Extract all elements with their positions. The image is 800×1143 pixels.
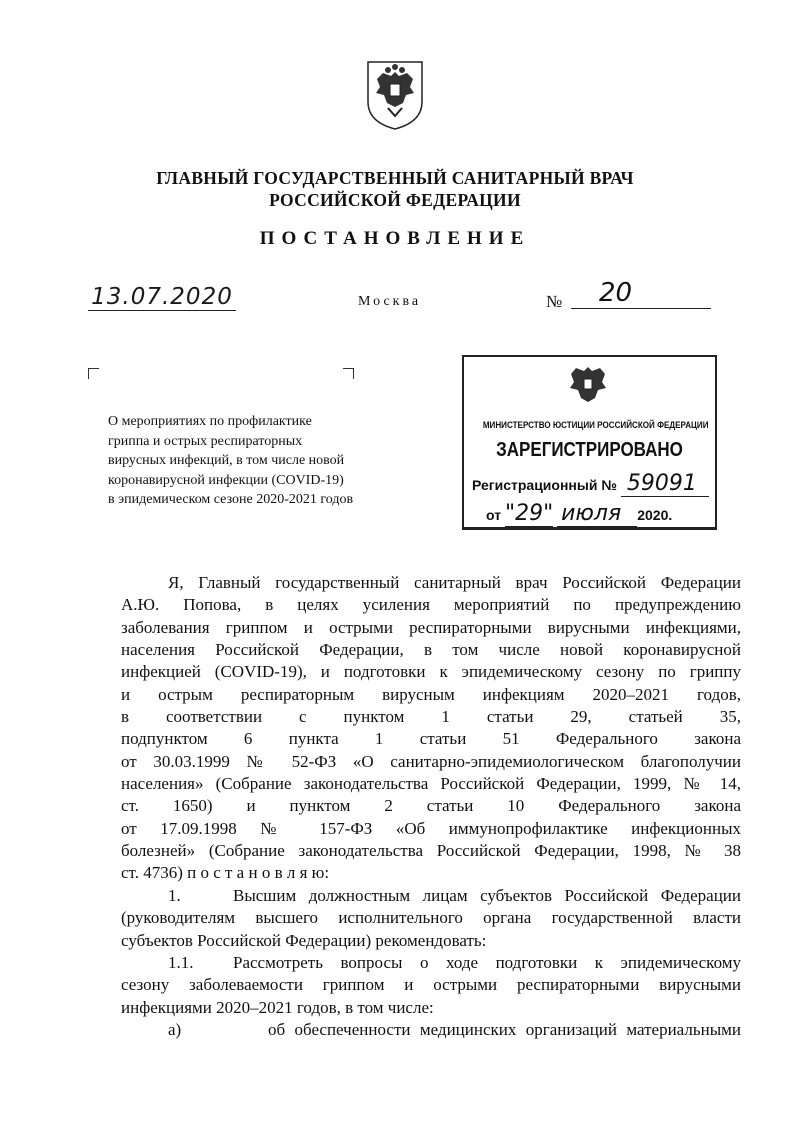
stamp-registered: ЗАРЕГИСТРИРОВАНО: [496, 439, 683, 461]
document-subject: [108, 412, 353, 510]
body-line: субъектов Российской Федерации) рекомендовать:: [121, 930, 487, 950]
subject-line: гриппа и острых респираторных: [108, 433, 303, 449]
body-line: (руководителям высшего исполнительного органа государственной власти: [121, 908, 741, 928]
body-line: Я, Главный государственный санитарный врач Российской Федерации: [168, 573, 741, 592]
corner-mark-left: [88, 368, 99, 379]
body-line: и острым респираторным вирусным инфекциям 2020–2021 годов,: [121, 684, 741, 704]
stamp-day: "29": [504, 501, 554, 526]
body-line: А.Ю. Попова, в целях усиления мероприятий по предупреждению: [121, 595, 741, 615]
document-number: 20: [571, 278, 711, 309]
item-1-1-text: Рассмотреть вопросы о ходе подготовки к эпидемическому: [233, 952, 741, 972]
body-line: сезону заболеваемости гриппом и острыми респираторными вирусными: [121, 975, 741, 995]
subject-line: в эпидемическом сезоне 2020-2021 годов: [108, 492, 354, 507]
item-a-number: а): [168, 1019, 182, 1039]
body-line: от 17.09.1998 № 157-ФЗ «Об иммунопрофилактике инфекционных: [121, 818, 741, 838]
stamp-ministry: МИНИСТЕРСТВО ЮСТИЦИИ РОССИЙСКОЙ ФЕДЕРАЦИИ: [482, 420, 709, 431]
item-a-text: об обеспеченности медицинских организаций материальными: [268, 1019, 741, 1039]
coat-of-arms-emblem: [364, 58, 426, 132]
document-body: [121, 572, 741, 1041]
body-line: ст. 1650) и пунктом 2 статьи 10 Федерального закона: [121, 796, 741, 816]
document-type: ПОСТАНОВЛЕНИЕ: [259, 228, 531, 249]
corner-mark-right: [343, 368, 354, 379]
document-city: Москва: [358, 294, 422, 309]
issuer-title-line2: РОССИЙСКОЙ ФЕДЕРАЦИИ: [269, 190, 521, 210]
item-1-number: 1.: [168, 885, 181, 905]
stamp-year-prefix: 20: [637, 507, 653, 523]
item-1-1-number: 1.1.: [168, 952, 194, 972]
registration-stamp: [462, 355, 717, 530]
stamp-from-label: от: [486, 507, 502, 523]
stamp-month: июля: [557, 501, 637, 527]
body-line: болезней» (Собрание законодательства Российской Федерации, 1998, № 38: [121, 841, 741, 861]
stamp-reg-label: Регистрационный №: [472, 477, 617, 493]
stamp-date-row: [486, 501, 672, 526]
body-line: инфекцией (COVID-19), и подготовки к эпидемическому сезону по гриппу: [121, 662, 741, 682]
subject-line: вирусных инфекций, в том числе новой: [108, 453, 345, 468]
stamp-year-suffix: 20.: [652, 507, 673, 523]
item-1-text: Высшим должностным лицам субъектов Российской Федерации: [233, 885, 741, 905]
body-line: населения» (Собрание законодательства Российской Федерации, 1999, № 14,: [121, 774, 741, 794]
item-1: [121, 885, 741, 907]
stamp-reg-number: 59091: [621, 471, 709, 497]
body-line: подпунктом 6 пункта 1 статьи 51 Федерального закона: [121, 729, 741, 749]
issuer-title: ГЛАВНЫЙ ГОСУДАРСТВЕННЫЙ САНИТАРНЫЙ ВРАЧ: [156, 168, 634, 188]
subject-line: коронавирусной инфекции (COVID-19): [108, 472, 344, 488]
stamp-emblem-icon: [565, 363, 611, 409]
body-line: ст. 4736) п о с т а н о в л я ю:: [121, 863, 330, 883]
body-line: заболевания гриппом и острыми респираторными вирусными инфекциями,: [121, 617, 741, 637]
item-1-1: [121, 952, 741, 974]
body-line: населения Российской Федерации, в том числе новой коронавирусной: [121, 640, 741, 660]
subject-line: О мероприятиях по профилактике: [108, 414, 312, 429]
body-line: в соответствии с пунктом 1 статьи 29, статьей 35,: [121, 707, 741, 727]
body-line: инфекциями 2020–2021 годов, в том числе:: [121, 997, 434, 1017]
document-date: 13.07.2020: [88, 284, 236, 311]
stamp-reg-number-row: [472, 471, 709, 496]
item-a: [121, 1019, 741, 1041]
body-line: от 30.03.1999 № 52-ФЗ «О санитарно-эпидемиологическом благополучии: [121, 751, 741, 771]
number-sign: №: [546, 292, 563, 311]
